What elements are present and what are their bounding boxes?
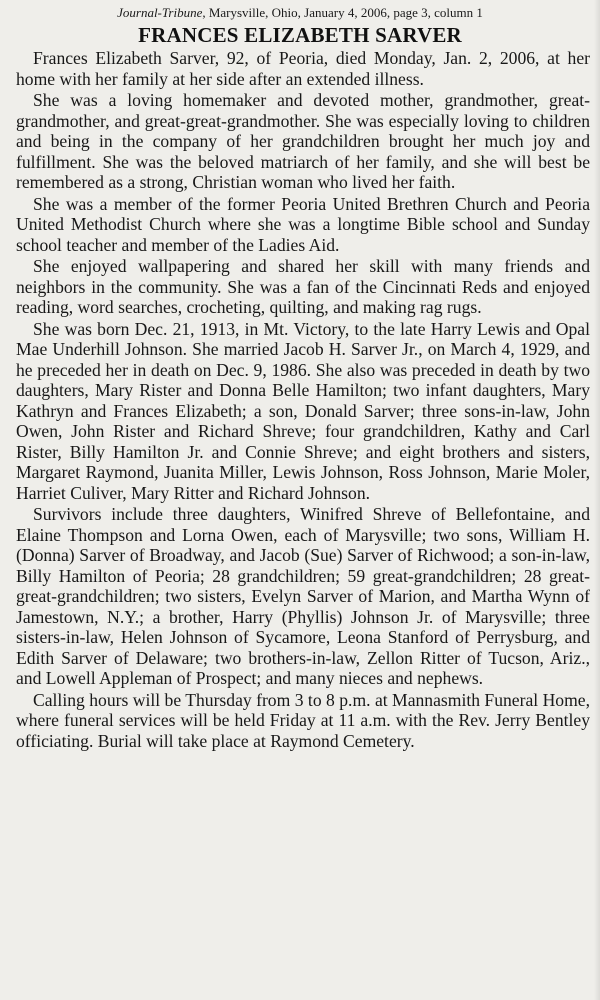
paragraph-survivors: Survivors include three daughters, Winifred Shreve of Bellefontaine, and Elaine Thompson and Lorna Owen, each of Marysville; two sons, William H. (Donna) Sarver of Broadway, and Jacob (Sue) Sarver of Richwood; a son-in-law, Billy Hamilton of Peoria; 28 grandchildren; 59 great-grandchildren; 28 great-great-grandchildren; two sisters, Evelyn Sarver of Marion, and Martha Wynn of Jamestown, N.Y.; a brother, Harry (Phyllis) Johnson Jr. of Marysville; three sisters-in-law, Helen Johnson of Sycamore, Leona Stanford of Perrysburg, and Edith Sarver of Delaware; two brothers-in-law, Zellon Ritter of Tucson, Ariz., and Lowell Appleman of Prospect; and many nieces and nephews. bbox=[16, 504, 590, 688]
paragraph-services: Calling hours will be Thursday from 3 to 8 p.m. at Mannasmith Funeral Home, where funeral services will be held Friday at 11 a.m. with the Rev. Jerry Bentley officiating. Burial will take place at Raymond Cemetery. bbox=[16, 689, 590, 751]
obituary-body bbox=[16, 48, 590, 752]
page-edge-shadow bbox=[594, 0, 600, 1000]
source-citation bbox=[0, 5, 600, 20]
obituary-headline: FRANCES ELIZABETH SARVER bbox=[138, 23, 462, 47]
publication-name: Journal-Tribune bbox=[117, 5, 203, 20]
paragraph-death-notice: Frances Elizabeth Sarver, 92, of Peoria, died Monday, Jan. 2, 2006, at her home with her family at her side after an extended illness. bbox=[16, 48, 590, 89]
paragraph-character: She was a loving homemaker and devoted mother, grandmother, great-grandmother, and great-great-grandmother. She was especially loving to children and being in the company of her grandchildren brought her much joy and fulfillment. She was the beloved matriarch of her family, and she will best be remembered as a strong, Christian woman who lived her faith. bbox=[16, 90, 590, 192]
paragraph-hobbies: She enjoyed wallpapering and shared her skill with many friends and neighbors in the community. She was a fan of the Cincinnati Reds and enjoyed reading, word searches, crocheting, quilting, and making rag rugs. bbox=[16, 256, 590, 317]
paragraph-family-history: She was born Dec. 21, 1913, in Mt. Victory, to the late Harry Lewis and Opal Mae Underhill Johnson. She married Jacob H. Sarver Jr., on March 4, 1929, and he preceded her in death on Dec. 9, 1986. She also was preceded in death by two daughters, Mary Rister and Donna Belle Hamilton; two infant daughters, Mary Kathryn and Frances Elizabeth; a son, Donald Sarver; three sons-in-law, John Owen, John Rister and Richard Shreve; four grandchildren, Kathy and Carl Rister, Billy Hamilton Jr. and Connie Shreve; and eight brothers and sisters, Margaret Raymond, Juanita Miller, Lewis Johnson, Ross Johnson, Marie Moler, Harriet Culiver, Mary Ritter and Richard Johnson. bbox=[16, 318, 590, 503]
publication-details: , Marysville, Ohio, January 4, 2006, page 3, column 1 bbox=[202, 5, 483, 20]
paragraph-church: She was a member of the former Peoria United Brethren Church and Peoria United Methodist Church where she was a longtime Bible school and Sunday school teacher and member of the Ladies Aid. bbox=[16, 193, 590, 255]
